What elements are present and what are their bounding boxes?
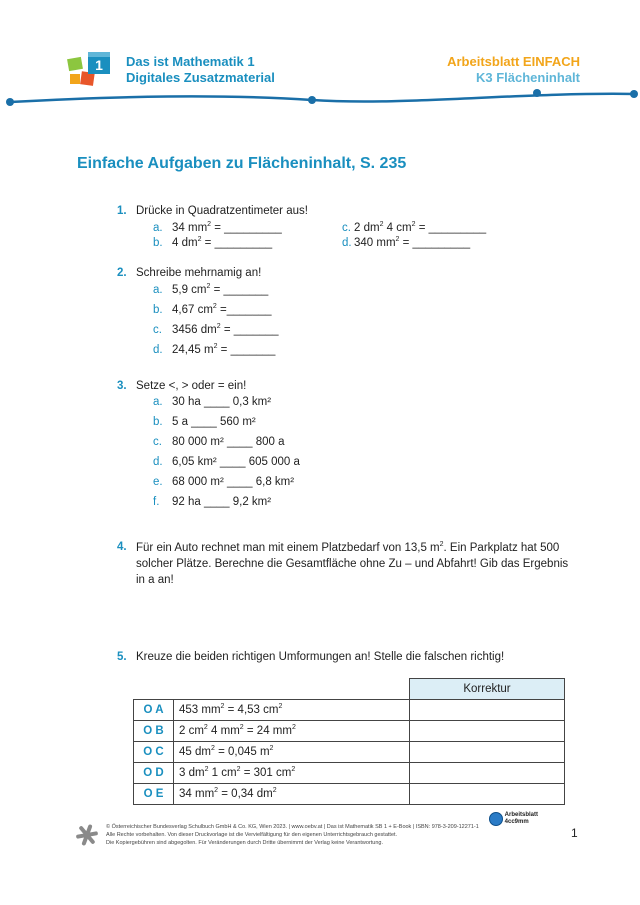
task-3-item-a <box>153 396 271 408</box>
superscript: 2 <box>291 766 296 774</box>
superscript: 2 <box>236 766 241 774</box>
expr-part: 34 mm <box>179 788 215 800</box>
superscript: 2 <box>278 703 283 711</box>
table-header-row <box>134 679 565 700</box>
task-2-item-b <box>153 304 272 316</box>
item-text: 4 dm <box>172 237 198 249</box>
task-3-item-c <box>153 436 285 448</box>
item-text: 2 dm <box>354 222 380 234</box>
conversion-expression <box>174 784 410 805</box>
item-text: 5 a ____ 560 m² <box>172 416 256 428</box>
expr-part: = 24 mm <box>243 725 292 737</box>
item-text: 340 mm <box>354 237 396 249</box>
logo-digit: 1 <box>95 57 103 73</box>
conversion-table <box>133 678 565 805</box>
superscript: 2 <box>269 745 274 753</box>
expr-part: 1 cm <box>208 767 237 779</box>
option-checkbox-e[interactable]: O E <box>134 784 174 805</box>
footer-copyright <box>106 823 479 847</box>
empty-cell <box>174 679 410 700</box>
superscript: 2 <box>291 724 296 732</box>
item-blank: = _________ <box>201 237 273 249</box>
correction-cell[interactable] <box>410 700 565 721</box>
task-text: . Ein Parkplatz hat 500 solcher Plätze. Berechne die Gesamtfläche ohne Zu – und Abfahrt! Gib das Ergebnis in a an! <box>136 542 569 586</box>
item-letter: c. <box>153 324 162 336</box>
item-letter: b. <box>153 416 163 428</box>
item-letter: d. <box>153 456 163 468</box>
superscript: 2 <box>210 745 215 753</box>
superscript: 2 <box>197 236 202 244</box>
item-letter: f. <box>153 496 160 508</box>
task-1-item-d <box>342 237 470 249</box>
superscript: 2 <box>207 221 212 229</box>
task-number: 5. <box>117 651 127 663</box>
task-3-item-d <box>153 456 300 468</box>
sheet-chapter: K3 Flächeninhalt <box>475 70 580 85</box>
task-text: Setze <, > oder = ein! <box>136 380 247 392</box>
superscript: 2 <box>439 541 444 549</box>
brand-line-2: Digitales Zusatzmaterial <box>126 70 275 85</box>
expr-part: 45 dm <box>179 746 211 758</box>
publisher-star-icon <box>74 822 100 848</box>
footer-line: © Österreichischer Bundesverlag Schulbuch GmbH & Co. KG, Wien 2023. | www.oebv.at | Das ist Mathematik SB 1 + E-Book | ISBN: 978-3-209-12271-1 <box>106 824 479 830</box>
item-text: 5,9 cm <box>172 284 207 296</box>
item-text: 24,45 m <box>172 344 214 356</box>
correction-cell[interactable] <box>410 763 565 784</box>
item-text: 4,67 cm <box>172 304 213 316</box>
badge-line: 4cc9mm <box>504 819 529 825</box>
item-text: 80 000 m² ____ 800 a <box>172 436 285 448</box>
item-text: 3456 dm <box>172 324 217 336</box>
superscript: 2 <box>220 703 225 711</box>
page-number: 1 <box>571 826 578 840</box>
table-row <box>134 763 565 784</box>
conversion-expression <box>174 700 410 721</box>
item-letter: a. <box>153 222 163 234</box>
task-number: 4. <box>117 541 127 553</box>
worksheet-badge <box>489 812 538 826</box>
conversion-expression <box>174 763 410 784</box>
item-letter: d. <box>342 237 352 249</box>
page-header <box>0 0 640 110</box>
item-blank: = _________ <box>415 222 487 234</box>
superscript: 2 <box>379 221 384 229</box>
brand-title <box>126 54 275 86</box>
superscript: 2 <box>212 303 217 311</box>
badge-line: Arbeitsblatt <box>504 812 539 818</box>
item-blank: = _________ <box>211 222 282 234</box>
item-blank: = _______ <box>217 344 276 356</box>
correction-cell[interactable] <box>410 784 565 805</box>
item-letter: b. <box>153 237 163 249</box>
superscript: 2 <box>239 724 244 732</box>
conversion-expression <box>174 742 410 763</box>
correction-header: Korrektur <box>410 679 565 700</box>
item-blank: = _______ <box>220 324 279 336</box>
table-row <box>134 784 565 805</box>
task-4-text <box>136 540 576 588</box>
expr-part: 2 cm <box>179 725 204 737</box>
item-blank: =_______ <box>216 304 272 316</box>
task-3-item-e <box>153 476 294 488</box>
item-text: 92 ha ____ 9,2 km² <box>172 496 272 508</box>
task-2-item-c <box>153 324 279 336</box>
empty-cell <box>134 679 174 700</box>
task-text: Schreibe mehrnamig an! <box>136 267 262 279</box>
item-letter: a. <box>153 396 163 408</box>
task-number: 2. <box>117 267 127 279</box>
task-3-item-b <box>153 416 256 428</box>
task-2-item-d <box>153 344 275 356</box>
superscript: 2 <box>203 724 208 732</box>
superscript: 2 <box>395 236 400 244</box>
expr-part: = 4,53 cm <box>224 704 279 716</box>
option-checkbox-a[interactable]: O A <box>134 700 174 721</box>
task-number: 1. <box>117 205 127 217</box>
task-1-item-b <box>153 237 272 249</box>
option-checkbox-c[interactable]: O C <box>134 742 174 763</box>
item-letter: c. <box>153 436 162 448</box>
item-blank: = _________ <box>399 237 471 249</box>
correction-cell[interactable] <box>410 721 565 742</box>
item-text: 6,05 km² ____ 605 000 a <box>172 456 300 468</box>
expr-part: = 0,045 m <box>214 746 270 758</box>
header-wave-line <box>0 86 640 110</box>
item-letter: b. <box>153 304 163 316</box>
expr-part: 453 mm <box>179 704 221 716</box>
task-text: Drücke in Quadratzentimeter aus! <box>136 205 308 217</box>
table-row <box>134 742 565 763</box>
item-text: 4 cm <box>383 222 412 234</box>
page-title: Einfache Aufgaben zu Flächeninhalt, S. 235 <box>77 155 407 172</box>
item-text: 68 000 m² ____ 6,8 km² <box>172 476 295 488</box>
task-text: Für ein Auto rechnet man mit einem Platzbedarf von 13,5 m <box>136 542 440 554</box>
table-row <box>134 721 565 742</box>
item-blank: = _______ <box>210 284 269 296</box>
expr-part: 4 mm <box>207 725 240 737</box>
item-text: 30 ha ____ 0,3 km² <box>172 396 272 408</box>
footer-line: Die Kopiergebühren sind abgegolten. Für Veränderungen durch Dritte übernimmt der Verlag keine Verantwortung. <box>106 840 384 846</box>
task-3-item-f <box>153 496 271 508</box>
superscript: 2 <box>411 221 416 229</box>
expr-part: 3 dm <box>179 767 205 779</box>
superscript: 2 <box>213 343 218 351</box>
item-letter: d. <box>153 344 163 356</box>
sheet-level: Arbeitsblatt EINFACH <box>447 54 580 69</box>
option-checkbox-d[interactable]: O D <box>134 763 174 784</box>
item-letter: e. <box>153 476 163 488</box>
item-letter: a. <box>153 284 163 296</box>
table-row <box>134 700 565 721</box>
expr-part: = 0,34 dm <box>218 788 273 800</box>
superscript: 2 <box>206 283 211 291</box>
expr-part: = 301 cm <box>240 767 292 779</box>
globe-icon <box>489 812 503 826</box>
correction-cell[interactable] <box>410 742 565 763</box>
task-1-item-c <box>342 222 486 234</box>
task-1-item-a <box>153 222 282 234</box>
item-letter: c. <box>342 222 351 234</box>
footer-line: Alle Rechte vorbehalten. Von dieser Druckvorlage ist die Vervielfältigung für den eigenen Unterrichtsgebrauch gestattet. <box>106 832 398 838</box>
option-checkbox-b[interactable]: O B <box>134 721 174 742</box>
superscript: 2 <box>204 766 209 774</box>
task-text: Kreuze die beiden richtigen Umformungen an! Stelle die falschen richtig! <box>136 651 505 663</box>
sheet-title <box>447 54 580 86</box>
task-number: 3. <box>117 380 127 392</box>
superscript: 2 <box>216 323 221 331</box>
conversion-expression <box>174 721 410 742</box>
superscript: 2 <box>272 787 277 795</box>
task-2-item-a <box>153 284 268 296</box>
item-text: 34 mm <box>172 222 208 234</box>
brand-line-1: Das ist Mathematik 1 <box>126 54 255 69</box>
superscript: 2 <box>214 787 219 795</box>
